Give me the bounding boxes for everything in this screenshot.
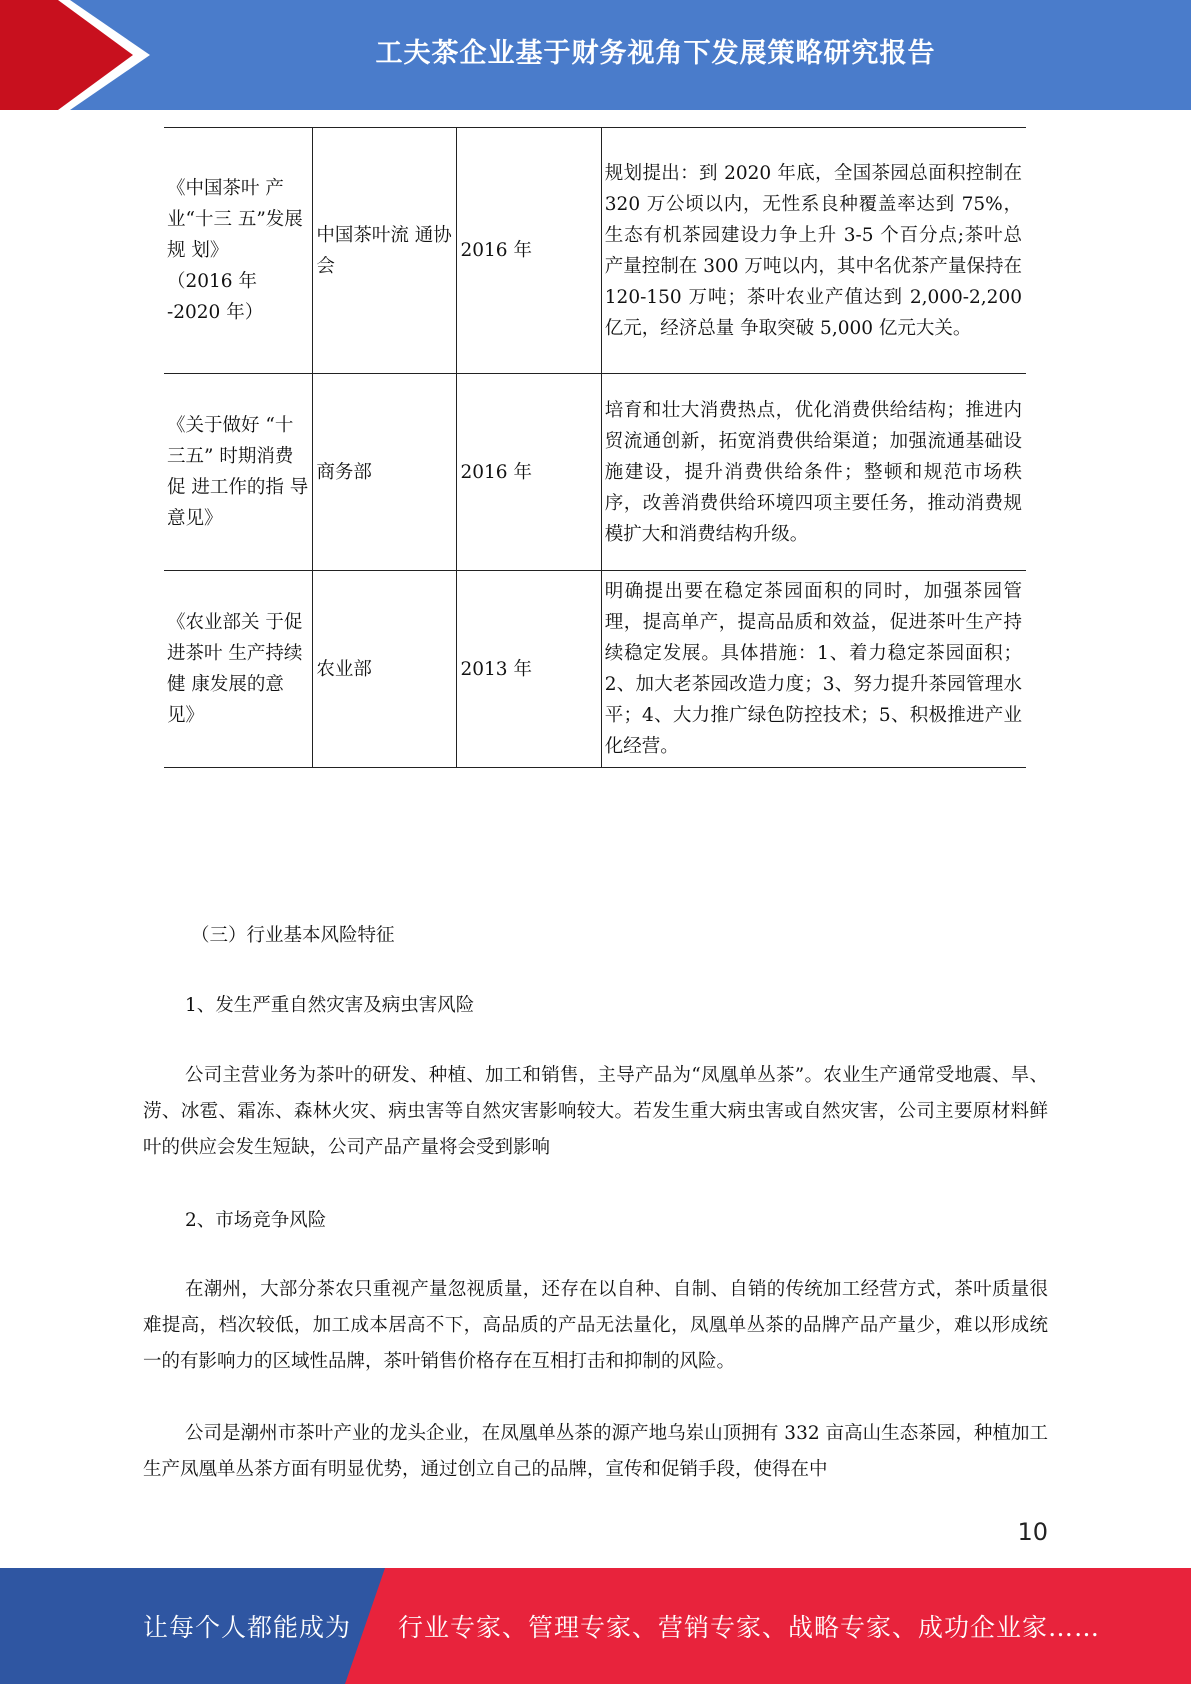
section-heading-block	[143, 918, 1048, 954]
risk1-title: 1、发生严重自然灾害及病虫害风险	[185, 995, 475, 1016]
table-cell-year: 2013 年	[457, 571, 601, 768]
table-row	[164, 571, 1026, 768]
risk1-paragraph-block	[143, 1058, 1048, 1166]
table-cell-year: 2016 年	[457, 374, 601, 571]
table-cell-document: 《中国茶叶 产业“十三 五”发展规 划》 （2016 年 -2020 年）	[164, 128, 313, 374]
table-row	[164, 374, 1026, 571]
footer-slogan-left: 让每个人都能成为	[143, 1613, 352, 1642]
table-cell-issuer: 商务部	[313, 374, 457, 571]
risk1-title-block	[143, 988, 1048, 1024]
table-cell-document: 《农业部关 于促进茶叶 生产持续健 康发展的意 见》	[164, 571, 313, 768]
table-cell-year: 2016 年	[457, 128, 601, 374]
section-heading: （三）行业基本风险特征	[191, 925, 395, 946]
risk2-paragraph-1: 在潮州，大部分茶农只重视产量忽视质量，还存在以自种、自制、自销的传统加工经营方式，茶叶质量很难提高，档次较低，加工成本居高不下，高品质的产品无法量化，凤凰单丛茶的品牌产品产量少，难以形成统一的有影响力的区域性品牌，茶叶销售价格存在互相打击和抑制的风险。	[143, 1279, 1048, 1372]
table-cell-issuer: 农业部	[313, 571, 457, 768]
table-cell-content: 规划提出：到 2020 年底，全国茶园总面积控制在 320 万公顷以内，无性系良种覆盖率达到 75%，生态有机茶园建设力争上升 3-5 个百分点;茶叶总产量控制在 300 万吨以内，其中名优茶产量保持在 120-150 万吨；茶叶农业产值达到 2,000-2,200 亿元，经济总量 争取突破 5,000 亿元大关。	[601, 128, 1026, 374]
footer-slogan-right: 行业专家、管理专家、营销专家、战略专家、成功企业家……	[398, 1613, 1101, 1642]
header-title: 工夫茶企业基于财务视角下发展策略研究报告	[375, 37, 936, 69]
risk2-paragraph-1-block	[143, 1272, 1048, 1380]
table-row	[164, 128, 1026, 374]
risk2-paragraph-2-block	[143, 1416, 1048, 1488]
table-cell-content: 明确提出要在稳定茶园面积的同时，加强茶园管理，提高单产，提高品质和效益，促进茶叶生产持续稳定发展。具体措施：1、着力稳定茶园面积；2、加大老茶园改造力度；3、努力提升茶园管理水平；4、大力推广绿色防控技术；5、积极推进产业化经营。	[601, 571, 1026, 768]
risk2-title: 2、市场竞争风险	[185, 1210, 327, 1231]
risk2-title-block	[143, 1203, 1048, 1239]
page-header	[0, 0, 1191, 110]
table-cell-document: 《关于做好 “十三五” 时期消费促 进工作的指 导意见》	[164, 374, 313, 571]
risk1-paragraph: 公司主营业务为茶叶的研发、种植、加工和销售，主导产品为“凤凰单丛茶”。农业生产通常受地震、旱、涝、冰雹、霜冻、森林火灾、病虫害等自然灾害影响较大。若发生重大病虫害或自然灾害，公司主要原材料鲜叶的供应会发生短缺，公司产品产量将会受到影响	[143, 1065, 1048, 1158]
policy-table	[164, 127, 1026, 768]
table-cell-content: 培育和壮大消费热点，优化消费供给结构；推进内贸流通创新，拓宽消费供给渠道；加强流通基础设施建设，提升消费供给条件；整顿和规范市场秩序，改善消费供给环境四项主要任务，推动消费规模扩大和消费结构升级。	[601, 374, 1026, 571]
page-footer	[0, 1568, 1191, 1684]
page-number: 10	[1017, 1518, 1048, 1546]
table-cell-issuer: 中国茶叶流 通协会	[313, 128, 457, 374]
risk2-paragraph-2: 公司是潮州市茶叶产业的龙头企业，在凤凰单丛茶的源产地乌岽山顶拥有 332 亩高山生态茶园，种植加工生产凤凰单丛茶方面有明显优势，通过创立自己的品牌，宣传和促销手段，使得在中	[143, 1423, 1048, 1480]
